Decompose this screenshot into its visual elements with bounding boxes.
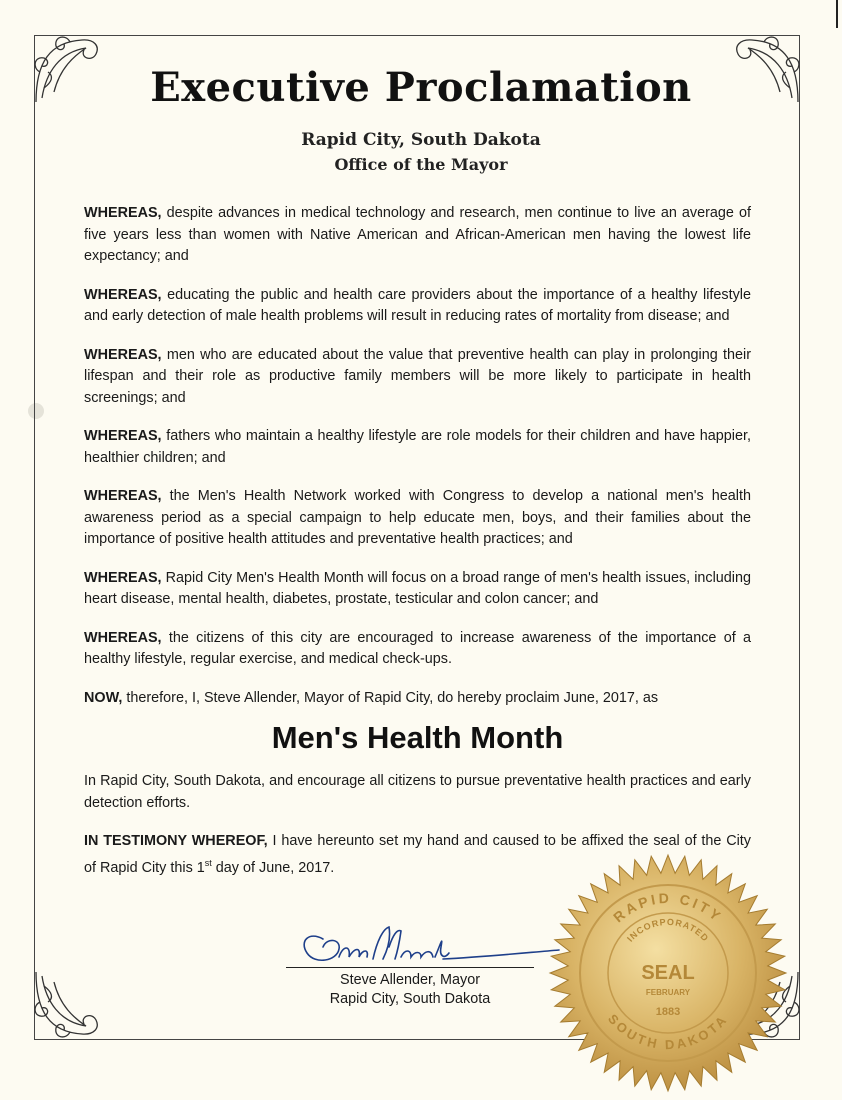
paragraph-text: educating the public and health care providers about the importance of a healthy lifestyle and early detection of male health problems will result in reducing rates of mortality from disease; and [84,286,751,324]
paragraph-lead: WHEREAS, [84,428,162,444]
whereas-paragraph [84,426,751,469]
proclaim-text: therefore, I, Steve Allender, Mayor of Rapid City, do hereby proclaim June, 2017, as [122,689,659,706]
paragraph-text: the citizens of this city are encouraged to increase awareness of the importance of a healthy lifestyle, regular exercise, and medical check-ups. [84,629,751,667]
seal-month-text: FEBRUARY [645,988,691,997]
paragraph-text: men who are educated about the value that preventive health can play in prolonging their lifespan and their role as productive family members will be more likely to participate in health screenings; and [84,346,751,406]
whereas-paragraph [84,285,751,328]
seal-inner-text: INCORPORATED [624,916,711,944]
ornament-bottom-left-icon [30,964,108,1042]
paragraph-lead: WHEREAS, [84,488,162,504]
proclaim-lead: NOW, [84,689,123,706]
seal-year-text: 1883 [655,1006,681,1018]
seal-top-text: RAPID CITY [610,889,726,926]
paragraph-lead: WHEREAS, [84,629,162,646]
proclamation-title: Executive Proclamation [150,64,692,111]
proclaim-paragraph [84,688,751,710]
signer-location: Rapid City, South Dakota [329,991,491,1007]
paragraph-text: the Men's Health Network worked with Congress to develop a national men's health awareness period as a special campaign to help educate men, boys, and their families about the importance of positive health attitudes and preventative health practices; and [84,488,751,547]
testimony-text: I have hereunto set my hand and caused to be affixed the seal of the City of Rapid City this 1 [84,833,752,876]
paragraph-lead: WHEREAS, [84,569,162,586]
whereas-paragraph [84,486,751,551]
month-title: Men's Health Month [271,720,564,755]
mayor-signature [293,917,561,973]
whereas-paragraph [84,628,751,671]
whereas-paragraph [84,345,751,410]
testimony-text-end: day of June, 2017. [211,859,335,876]
signature-line [286,967,534,968]
paragraph-lead: WHEREAS, [84,286,162,303]
testimony-lead: IN TESTIMONY WHEREOF, [84,833,268,849]
seal-bottom-text: SOUTH DAKOTA [605,1011,731,1053]
paragraph-lead: WHEREAS, [84,346,162,363]
closing-paragraph: In Rapid City, South Dakota, and encourage all citizens to pursue preventative health practices and early detection efforts. [84,773,751,811]
paragraph-text: Rapid City Men's Health Month will focus on a broad range of men's health issues, including heart disease, mental health, diabetes, prostate, testicular and colon cancer; and [84,569,751,607]
paragraph-text: despite advances in medical technology and research, men continue to live an average of five years less than women with Native American and African-American men having the lowest life expectancy; and [84,205,751,264]
whereas-paragraph [84,568,751,611]
date-superscript: st [204,857,212,868]
whereas-paragraph [84,203,751,268]
paragraph-text: fathers who maintain a healthy lifestyle are role models for their children and have happier, healthier children; and [84,428,751,466]
city-subtitle: Rapid City, South Dakota [301,130,541,150]
signer-name: Steve Allender, Mayor [340,972,480,988]
proclamation-body [84,203,751,896]
seal-center-text: SEAL [641,962,695,984]
office-subtitle: Office of the Mayor [334,155,508,174]
paragraph-lead: WHEREAS, [84,205,162,221]
page-edge-mark [836,0,838,28]
city-seal [548,853,788,1093]
